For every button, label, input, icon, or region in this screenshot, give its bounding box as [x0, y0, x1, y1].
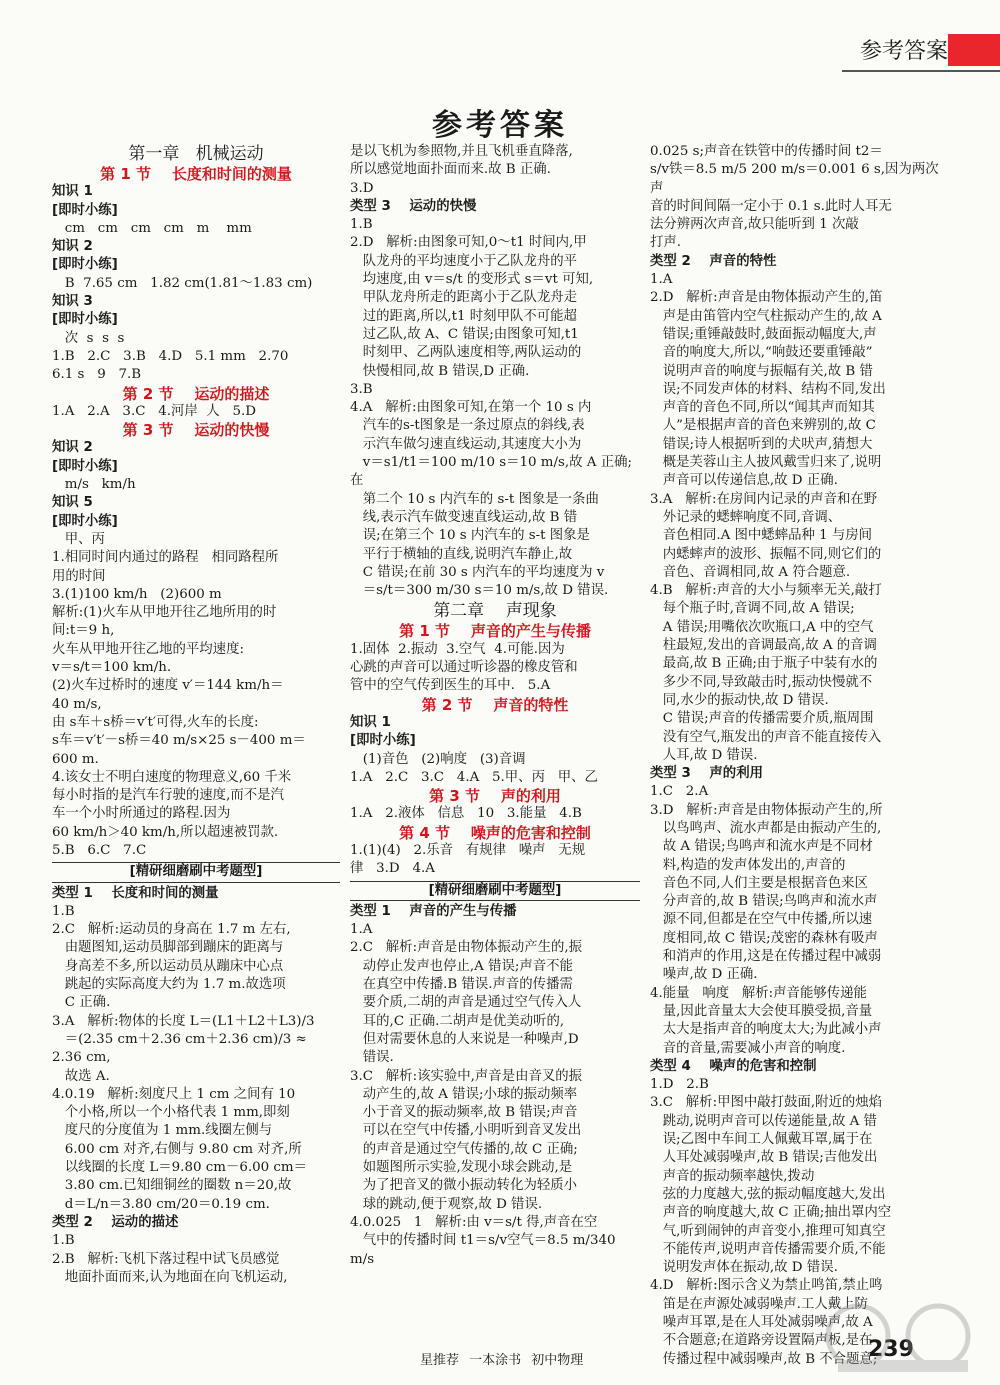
answer-line: 噪声耳罩,是在人耳处减弱噪声,故 A [650, 1315, 873, 1330]
answer-line: 人”是根据声音的音色来辨别的,故 C [650, 418, 876, 434]
answer-line: 3.C 解析:甲图中敲打鼓面,附近的烛焰 [650, 1095, 883, 1111]
answer-line: 1.A [350, 922, 373, 938]
answer-line: 耳的,C 正确.二胡声是优美动听的, [350, 1013, 565, 1029]
answer-line: 音色不同,人们主要是根据音色来区 [650, 875, 868, 891]
subheading: 类型 3 声的利用 [650, 766, 763, 782]
answer-line: 和消声的作用,这是在传播过程中减弱 [650, 949, 882, 965]
answer-line: 气中的传播时间 t1＝s/v空气＝8.5 m/340 m/s [350, 1233, 620, 1267]
answer-line: 1.A 2.液体 信息 10 3.能量 4.B [350, 806, 582, 822]
answer-line: 在真空中传播.B 错误.声音的传播需 [350, 977, 573, 993]
answer-line: 错误;重锤敲鼓时,鼓面振动幅度大,声 [650, 326, 877, 342]
answer-line: 源不同,但都是在空气中传播,所以速 [650, 912, 873, 928]
subheading: [即时小练] [52, 458, 118, 474]
answer-line: 1.A [650, 272, 673, 288]
answer-line: 2.D 解析:声音是由物体振动产生的,笛 [650, 290, 883, 306]
answer-line: 每小时指的是汽车行驶的速度,而不是汽 [52, 788, 284, 804]
subheading: 知识 1 [52, 184, 93, 200]
answer-line: 由题图知,运动员脚部到蹦床的距离与 [52, 940, 284, 956]
answer-line: 内蟋蟀声的波形、振幅不同,则它们的 [650, 546, 882, 562]
section-heading: 第 3 节 声的利用 [429, 787, 561, 806]
answer-line: 误;在第三个 10 s 内汽车的 s-t 图象是 [350, 528, 590, 544]
subheading: [即时小练] [52, 513, 118, 529]
answer-line: 同,水少的振动快,故 D 错误. [650, 692, 829, 708]
chapter-heading: 第二章 声现象 [433, 601, 557, 622]
answer-line: 4.B 解析:声音的大小与频率无关,敲打 [650, 583, 882, 599]
watermark-logo [818, 1300, 988, 1376]
answer-line: 3.A 解析:在房间内记录的声音和在野 [650, 491, 878, 507]
answer-line: 料,构造的发声体发出的,声音的 [650, 857, 846, 873]
answer-line: 3.D [350, 180, 374, 196]
question-type-banner: [精研细磨刷中考题型] [350, 881, 640, 901]
answer-line: 火车从甲地开往乙地的平均速度: [52, 641, 244, 657]
answer-line: 是以飞机为参照物,并且飞机垂直降落, [350, 144, 573, 159]
answer-line: 4.该女士不明白速度的物理意义,60 千米 [52, 769, 292, 785]
answer-column-1 [52, 143, 340, 1287]
subheading: 类型 1 声音的产生与传播 [350, 903, 517, 919]
answer-line: v＝s/t＝100 km/h. [52, 660, 172, 676]
answer-line: 4.0.025 1 解析:由 v＝s/t 得,声音在空 [350, 1214, 598, 1230]
answer-line: 线,表示汽车做变速直线运动,故 B 错 [350, 509, 578, 525]
answer-line: 概是芙蓉山主人披风戴雪归来了,说明 [650, 455, 882, 471]
answer-line: 音色相同.A 图中蟋蟀品种 1 与房间 [650, 528, 873, 544]
answer-line: 车一个小时所通过的路程.因为 [52, 806, 231, 822]
answer-line: 平行于横轴的直线,说明汽车静止,故 [350, 546, 573, 562]
answer-line: 甲、丙 [52, 531, 105, 547]
answer-line: 1.A 2.C 3.C 4.A 5.甲、丙 甲、乙 [350, 769, 598, 785]
answer-line: 2.C 解析:声音是由物体振动产生的,振 [350, 940, 583, 956]
answer-line: 人耳处减弱噪声,故 B 错误;吉他发出 [650, 1150, 878, 1166]
answer-line: 解析:(1)火车从甲地开往乙地所用的时 [52, 605, 277, 621]
subheading: 知识 2 [52, 440, 93, 456]
answer-line: (2)火车过桥时的速度 v′＝144 km/h＝ [52, 678, 284, 694]
answer-line: 600 m. [52, 751, 99, 767]
subheading: 类型 3 运动的快慢 [350, 198, 477, 214]
subheading: 知识 5 [52, 495, 93, 511]
answer-column-3 [650, 143, 945, 1369]
answer-line: C 错误;声音的传播需要介质,瓶周围 [650, 711, 874, 727]
answer-line: 40 m/s, [52, 696, 102, 712]
answer-line: 的声音是通过空气传播的,故 C 正确; [350, 1141, 578, 1157]
answer-line: C 错误;在前 30 s 内汽车的平均速度为 v [350, 564, 605, 580]
page-number: 239 [868, 1337, 914, 1362]
answer-line: 柱最短,发出的音调最高,故 A 的音调 [650, 638, 877, 654]
answer-line: 3.B [350, 381, 373, 397]
answer-line: 小于音叉的振动频率,故 B 错误;声音 [350, 1105, 578, 1121]
answer-line: 不能传声,说明声音传播需要介质,不能 [650, 1241, 886, 1257]
answer-line: 间:t＝9 h, [52, 623, 115, 639]
answer-line: 音的音量,需要减小声音的响度. [650, 1040, 846, 1056]
header-tab-label: 参考答案 [859, 39, 948, 64]
answer-line: 外记录的蟋蟀响度不同,音调、 [650, 509, 842, 525]
answer-line: 示汽车做匀速直线运动,其速度大小为 [350, 436, 582, 452]
answer-line: 5.B 6.C 7.C [52, 842, 147, 858]
answer-line: 错误. [350, 1050, 394, 1066]
answer-line: 3.A 解析:物体的长度 L＝(L1＋L2＋L3)/3 [52, 1013, 315, 1029]
answer-line: 最高,故 B 正确;由于瓶子中装有水的 [650, 656, 878, 672]
answer-line: 音的响度大,所以,“响鼓还要重锤敲” [650, 345, 873, 361]
answer-line: 声音可以传递信息,故 D 正确. [650, 473, 838, 489]
answer-line: 过乙队,故 A、C 错误;由图象可知,t1 [350, 326, 579, 342]
page-title: 参考答案 [432, 108, 568, 143]
answer-line: 心跳的声音可以通过听诊器的橡皮管和 [350, 660, 578, 676]
answer-line: 弦的力度越大,弦的振动幅度越大,发出 [650, 1186, 886, 1202]
answer-line: 均速度,由 v＝s/t 的变形式 s＝vt 可知, [350, 272, 594, 288]
answer-line: 不合题意;在道路旁设置隔声板,是在 [650, 1333, 873, 1349]
answer-line: 音的时间间隔一定小于 0.1 s.此时人耳无 [650, 198, 892, 214]
answer-line: 4.能量 响度 解析:声音能够传递能 [650, 985, 867, 1001]
answer-line: 要介质,二胡的声音是通过空气传入人 [350, 995, 582, 1011]
subheading: [即时小练] [52, 257, 118, 273]
answer-line: 法分辨两次声音,故只能听到 1 次敲 [650, 217, 859, 233]
answer-line: 身高差不多,所以运动员从蹦床中心点 [52, 958, 284, 974]
answer-line: 3.D 解析:声音是由物体振动产生的,所 [650, 802, 883, 818]
answer-line: 笛是在声源处减弱噪声.工人戴上防 [650, 1296, 868, 1312]
answer-line: 为了把音叉的微小振动转化为轻质小 [350, 1178, 578, 1194]
answer-line: 量,因此音量太大会使耳膜受损,音量 [650, 1003, 873, 1019]
answer-line: 管中的空气传到医生的耳中. 5.A [350, 678, 551, 694]
answer-line: 误;乙图中车间工人佩戴耳罩,属于在 [650, 1132, 873, 1148]
answer-line: 打声. [650, 235, 682, 251]
answer-line: 个小格,所以一个小格代表 1 mm,即刻 [52, 1105, 290, 1121]
answer-line: s/v铁＝8.5 m/5 200 m/s＝0.001 6 s,因为两次声 [650, 162, 939, 196]
answer-line: m/s km/h [52, 477, 136, 493]
answer-line: 4.A 解析:由图象可知,在第一个 10 s 内 [350, 400, 592, 416]
answer-line: 6.00 cm 对齐,右侧与 9.80 cm 对齐,所 [52, 1141, 302, 1157]
header-accent-bar [948, 34, 1000, 66]
answer-line: ＝s/t＝300 m/30 s＝10 m/s,故 D 错误. [350, 583, 609, 599]
subheading: 类型 2 运动的描述 [52, 1214, 179, 1230]
answer-line: 人耳,故 D 错误. [650, 747, 758, 763]
answer-line: 声是由笛管内空气柱振动产生的,故 A [650, 308, 882, 324]
answer-line: C 正确. [52, 995, 111, 1011]
answer-line: 说明发声体在振动,故 D 错误. [650, 1260, 838, 1276]
footer-book-title: 星推荐 一本涂书 初中物理 [420, 1353, 584, 1368]
answer-line: 2.D 解析:由图象可知,0～t1 时间内,甲 [350, 235, 587, 251]
answer-line: 用的时间 [52, 568, 106, 584]
answer-line: 如题图所示实验,发现小球会跳动,是 [350, 1160, 573, 1176]
question-type-banner: [精研细磨刷中考题型] [52, 862, 340, 882]
answer-line: 甲队龙舟所走的距离小于乙队龙舟走 [350, 290, 578, 306]
answer-line: 3.(1)100 km/h (2)600 m [52, 586, 222, 602]
answer-line: 6.1 s 9 7.B [52, 367, 142, 383]
section-heading: 第 2 节 运动的描述 [122, 384, 270, 403]
answer-line: 时刻甲、乙两队速度相等,两队运动的 [350, 345, 582, 361]
answer-line: 次 s s s [52, 330, 125, 346]
answer-line: A 错误;用嘴依次吹瓶口,A 中的空气 [650, 619, 874, 635]
answer-line: 由 s车＋s桥＝v′t′可得,火车的长度: [52, 714, 259, 730]
answer-line: 60 km/h＞40 km/h,所以超速被罚款. [52, 824, 279, 840]
answer-line: 动停止发声也停止,A 错误;声音不能 [350, 958, 573, 974]
answer-line: 声音的振动频率越快,拨动 [650, 1168, 815, 1184]
answer-line: 4.0.19 解析:刻度尺上 1 cm 之间有 10 [52, 1086, 296, 1102]
answer-line: 故 A 错误;鸟鸣声和流水声是不同材 [650, 839, 873, 855]
answer-line: 1.B [52, 903, 75, 919]
subheading: 类型 2 声音的特性 [650, 253, 777, 269]
answer-line: 度尺的分度值为 1 mm.线圈左侧与 [52, 1123, 273, 1139]
subheading: [即时小练] [52, 312, 118, 328]
answer-column-2 [350, 143, 640, 1269]
subheading: [即时小练] [52, 202, 118, 218]
answer-line: 1.A 2.A 3.C 4.河岸 人 5.D [52, 403, 256, 419]
answer-line: 以鸟鸣声、流水声都是由振动产生的, [650, 820, 882, 836]
subheading: 知识 2 [52, 239, 93, 255]
answer-line: 过的距离,所以,t1 时刻甲队不可能超 [350, 308, 577, 324]
answer-line: 太大是指声音的响度太大;为此减小声 [650, 1022, 882, 1038]
answer-line: ＝(2.35 cm＋2.36 cm＋2.36 cm)/3 ≈ 2.36 cm, [52, 1031, 311, 1066]
answer-line: 第二个 10 s 内汽车的 s-t 图象是一条曲 [350, 491, 599, 507]
answer-line: 3.80 cm.已知细铜丝的圈数 n＝20,故 [52, 1178, 292, 1194]
answer-line: 1.相同时间内通过的路程 相同路程所 [52, 550, 279, 566]
answer-line: 2.B 解析:飞机下落过程中试飞员感觉 [52, 1251, 280, 1267]
answer-line: v＝s1/t1＝100 m/10 s＝10 m/s,故 A 正确;在 [350, 455, 633, 489]
answer-line: 1.B [52, 1233, 75, 1249]
section-heading: 第 1 节 长度和时间的测量 [100, 165, 292, 183]
answer-line: 度相同,故 C 错误;茂密的森林有吸声 [650, 930, 878, 946]
answer-line: 1.D 2.B [650, 1077, 709, 1093]
answer-line: (1)音色 (2)响度 (3)音调 [350, 751, 526, 767]
answer-line: 多少不同,导致敲击时,振动快慢就不 [650, 674, 873, 690]
answer-line: 1.(1)(4) 2.乐音 有规律 噪声 无规 [350, 842, 586, 858]
chapter-heading: 第一章 机械运动 [128, 144, 264, 164]
answer-line: 没有空气,瓶发出的声音不能直接传入 [650, 729, 882, 745]
answer-line: 音色、音调相同,故 A 符合题意. [650, 564, 851, 580]
header-rule [842, 70, 1000, 72]
answer-line: 队龙舟的平均速度小于乙队龙舟的平 [350, 253, 578, 269]
answer-line: 2.C 解析:运动员的身高在 1.7 m 左右, [52, 922, 291, 938]
answer-line: 分声音的,故 B 错误;鸟鸣声和流水声 [650, 894, 878, 910]
answer-line: 1.固体 2.振动 3.空气 4.可能.因为 [350, 641, 565, 657]
answer-line: cm cm cm cm m mm [52, 220, 252, 236]
answer-line: 跳起的实际高度大约为 1.7 m.故选项 [52, 977, 286, 993]
answer-line: 可以在空气中传播,小明听到音叉发出 [350, 1123, 582, 1139]
answer-line: 故选 A. [52, 1068, 110, 1084]
answer-line: 说明声音的响度与振幅有关,故 B 错 [650, 363, 873, 379]
section-heading: 第 4 节 噪声的危害和控制 [399, 823, 591, 842]
answer-line: 错误;诗人根据听到的犬吠声,猜想大 [650, 436, 873, 452]
answer-line: 1.B 2.C 3.B 4.D 5.1 mm 2.70 [52, 348, 289, 364]
answer-line: 跳动,说明声音可以传递能量,故 A 错 [650, 1113, 877, 1129]
answer-line: 误;不同发声体的材料、结构不同,发出 [650, 381, 886, 397]
answer-line: 3.C 解析:该实验中,声音是由音叉的振 [350, 1068, 583, 1084]
answer-line: 1.C 2.A [650, 784, 709, 800]
subheading: [即时小练] [350, 733, 416, 749]
answer-line: 汽车的s-t图象是一条过原点的斜线,表 [350, 418, 585, 434]
answer-line: 4.D 解析:图示含义为禁止鸣笛,禁止鸣 [650, 1278, 883, 1294]
answer-line: 所以感觉地面扑面而来.故 B 正确. [350, 162, 551, 178]
answer-line: 球的跳动,便于观察,故 D 错误. [350, 1196, 543, 1212]
answer-line: 气,听到闹钟的声音变小,推理可知真空 [650, 1223, 886, 1239]
answer-line: 1.B [350, 217, 373, 233]
answer-line: 声音的响度越大,故 C 正确;抽出罩内空 [650, 1205, 892, 1221]
answer-line: 声音的音色不同,所以“闻其声而知其 [650, 400, 875, 416]
answer-line: 以线圈的长度 L＝9.80 cm－6.00 cm＝ [52, 1160, 307, 1176]
answer-line: 0.025 s;声音在铁管中的传播时间 t2＝ [650, 144, 883, 159]
answer-line: 快慢相同,故 B 错误,D 正确. [350, 363, 530, 379]
answer-line: 动产生的,故 A 错误;小球的振动频率 [350, 1086, 578, 1102]
section-heading: 第 1 节 声音的产生与传播 [399, 622, 591, 641]
subheading: 知识 3 [52, 294, 93, 310]
subheading: 知识 1 [350, 714, 391, 730]
answer-line: s车＝v′t′－s桥＝40 m/s×25 s－400 m＝ [52, 733, 306, 749]
answer-line: B 7.65 cm 1.82 cm(1.81～1.83 cm) [52, 275, 313, 291]
subheading: 类型 1 长度和时间的测量 [52, 885, 219, 901]
section-heading: 第 3 节 运动的快慢 [122, 421, 270, 440]
subheading: 类型 4 噪声的危害和控制 [650, 1058, 817, 1074]
answer-line: 但对需要休息的人来说是一种噪声,D [350, 1031, 579, 1047]
answer-line: 律 3.D 4.A [350, 861, 435, 877]
answer-line: 噪声,故 D 正确. [650, 967, 758, 983]
answer-line: 传播过程中减弱噪声,故 B 不合题意; [650, 1351, 878, 1367]
answer-line: 每个瓶子时,音调不同,故 A 错误; [650, 601, 855, 617]
answer-line: d＝L/n＝3.80 cm/20＝0.19 cm. [52, 1196, 270, 1212]
section-heading: 第 2 节 声音的特性 [421, 695, 569, 714]
answer-line: 地面扑面而来,认为地面在向飞机运动, [52, 1269, 288, 1285]
